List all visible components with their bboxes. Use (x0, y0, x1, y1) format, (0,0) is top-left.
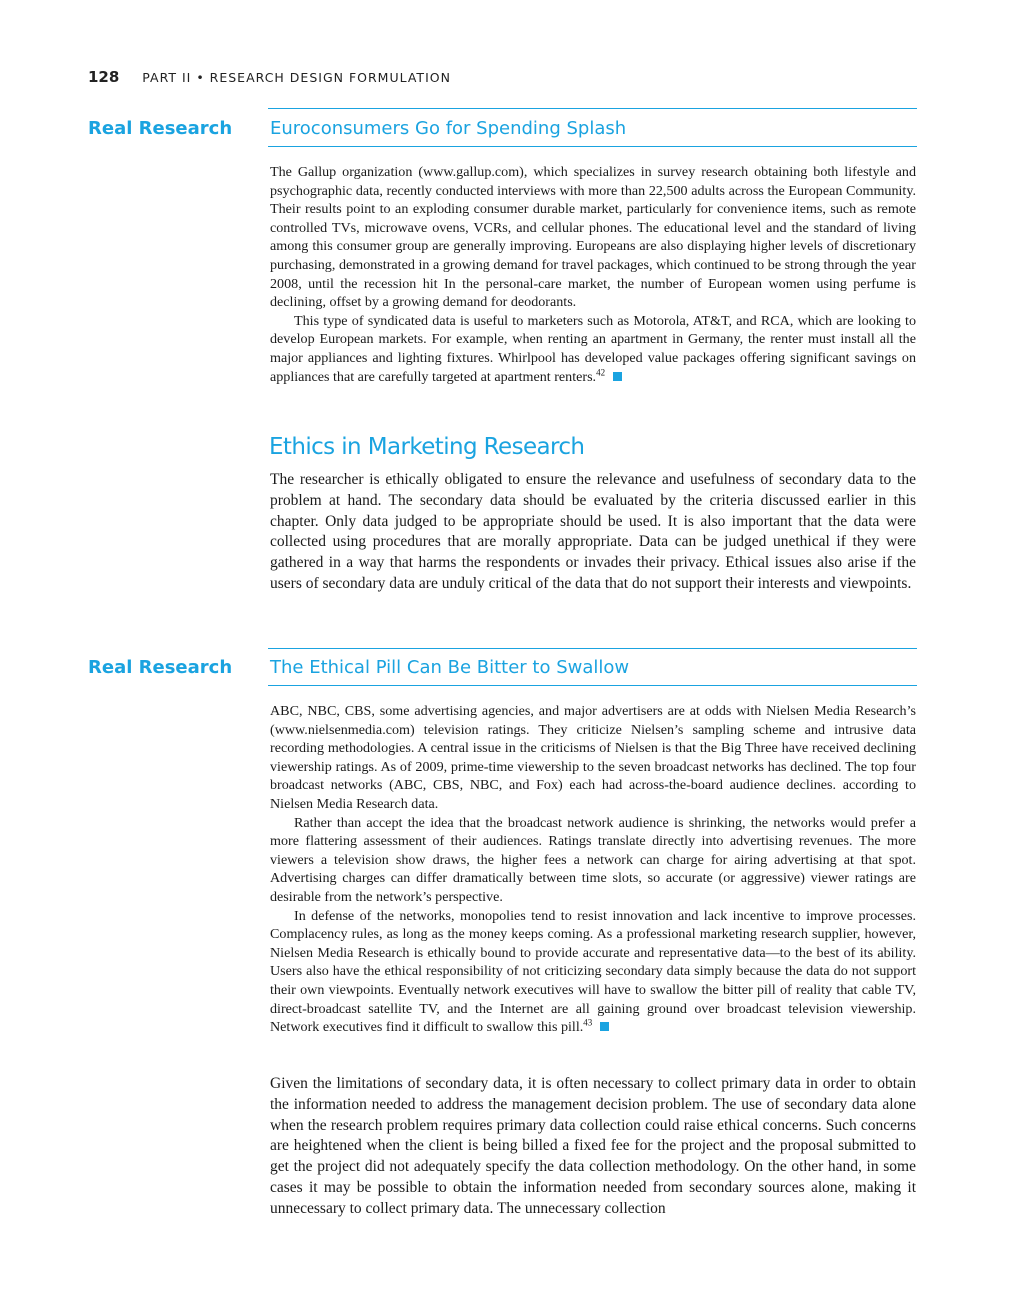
box2-paragraph-2: Rather than accept the idea that the broadcast network audience is shrinking, the networks would prefer a more flattering assessment of their audiences. Ratings translate directly into advertising revenues. The more viewers a television show draws, the higher fees a network can charge for airing advertising at that spot. Advertising charges can differ dramatically between time slots, so accurate (or aggressive) viewer ratings are desirable from the network’s perspective. (270, 814, 916, 905)
box2-title: The Ethical Pill Can Be Bitter to Swallow (270, 657, 630, 678)
box1-paragraph-2 (270, 312, 916, 386)
box1-paragraph-1: The Gallup organization (www.gallup.com), which specializes in survey research obtaining both lifestyle and psychographic data, recently conducted interviews with more than 22,500 adults across the European Community. Their results point to an exploding consumer durable market, particularly for convenience items, such as remote controlled TVs, microwave ovens, VCRs, and cellular phones. The educational level and the standard of living among this consumer group are generally improving. Europeans are also displaying higher levels of discretionary purchasing, demonstrated in a growing demand for travel packages, which continued to be strong through the year 2008, until the recession hit In the personal-care market, the number of European women using perfume is declining, offset by a growing demand for deodorants. (270, 164, 916, 311)
real-research-label-2: Real Research (88, 657, 233, 678)
end-square-icon (600, 1022, 609, 1031)
closing-paragraph: Given the limitations of secondary data, it is often necessary to collect primary data in order to obtain the information needed to address the management decision problem. The use of secondary data alone when the research problem requires primary data collection could raise ethical concerns. Such concerns are heightened when the client is being billed a fixed fee for the project and the proposal submitted to get the project did not adequately specify the data collection methodology. On the other hand, in some cases it may be possible to obtain the information needed from secondary sources alone, making it unnecessary to collect primary data. The unnecessary collection (270, 1075, 916, 1217)
box2-paragraph-3 (270, 907, 916, 1037)
box1-paragraph-2-text: This type of syndicated data is useful to marketers such as Motorola, AT&T, and RCA, which are looking to develop European markets. For example, when renting an apartment in Germany, the renter must install all the major appliances and lighting fixtures. Whirlpool has developed value packages offering significant savings on appliances that are carefully targeted at apartment renters. (270, 312, 916, 385)
footnote-ref-43: 43 (583, 1017, 593, 1028)
closing-body (270, 1074, 916, 1220)
ethics-paragraph: The researcher is ethically obligated to ensure the relevance and usefulness of secondary data to the problem at hand. The secondary data should be evaluated by the criteria discussed earlier in this chapter. Only data judged to be appropriate should be used. It is also important that the data were collected using procedures that are morally appropriate. Data can be judged unethical if they were gathered in a way that harms the respondents or invades their privacy. Ethical issues also arise if the users of secondary data are unduly critical of the data that do not support their interests and viewpoints. (270, 471, 916, 592)
box2-paragraph-3-text: In defense of the networks, monopolies tend to resist innovation and lack incentive to improve processes. Complacency rules, as long as the money keeps coming. As a professional marketing research supplier, however, Nielsen Media Research is ethically bound to provide accurate and representative data—to the best of its ability. Users also have the ethical responsibility of not criticizing secondary data simply because the data do not support their own viewpoints. Eventually network executives will have to swallow the bitter pill of reality that cable TV, direct-broadcast satellite TV, and the Internet are all gaining ground over broadcast television viewership. Network executives find it difficult to swallow this pill. (270, 907, 916, 1036)
box2-top-rule (268, 648, 917, 649)
box1-body (270, 163, 916, 386)
ethics-body (270, 470, 916, 595)
ethics-heading: Ethics in Marketing Research (269, 434, 585, 460)
box2-title-rule (268, 685, 917, 686)
running-head-text: PART II • RESEARCH DESIGN FORMULATION (142, 70, 451, 85)
box1-title-rule (268, 146, 917, 147)
box2-body (270, 702, 916, 1037)
end-square-icon (613, 372, 622, 381)
box2-paragraph-1: ABC, NBC, CBS, some advertising agencies, and major advertisers are at odds with Nielsen Media Research’s (www.nielsenmedia.com) television ratings. They criticize Nielsen’s sampling scheme and intrusive data recording methodologies. A central issue in the criticisms of Nielsen is that the Big Three have received declining viewership ratings. As of 2009, prime-time viewership to the seven broadcast networks has declined. The top four broadcast networks (ABC, CBS, NBC, and Fox) each had across-the-board audience declines. according to Nielsen Media Research data. (270, 703, 916, 812)
running-header (88, 68, 451, 86)
footnote-ref-42: 42 (596, 366, 606, 377)
box1-top-rule (268, 108, 917, 109)
real-research-label-1: Real Research (88, 118, 233, 139)
box1-title: Euroconsumers Go for Spending Splash (270, 118, 627, 139)
page-number: 128 (88, 68, 120, 86)
